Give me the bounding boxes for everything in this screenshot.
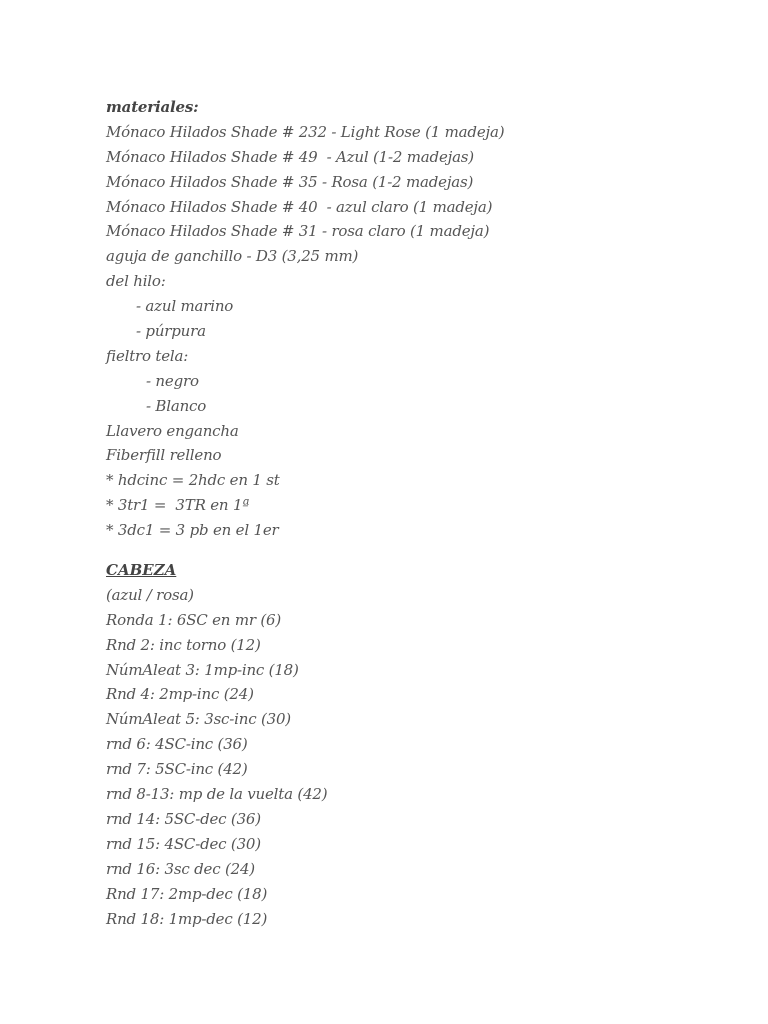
- other-item: Fiberfill relleno: [106, 446, 222, 465]
- felt-item: - Blanco: [146, 396, 207, 415]
- section-spacer: [106, 543, 746, 558]
- round-instruction: NúmAleat 3: 1mp-inc (18): [106, 660, 299, 679]
- note-item: * 3dc1 = 3 pb en el 1er: [106, 521, 279, 540]
- round-instruction: rnd 8-13: mp de la vuelta (42): [106, 785, 328, 804]
- section-title-head: CABEZA: [106, 561, 177, 580]
- felt-item: - negro: [146, 371, 199, 390]
- round-instruction: NúmAleat 5: 3sc-inc (30): [106, 710, 291, 729]
- section-colors: (azul / rosa): [106, 585, 194, 604]
- note-item: * 3tr1 = 3TR en 1ª: [106, 496, 250, 515]
- round-instruction: Rnd 18: 1mp-dec (12): [106, 909, 268, 928]
- round-instruction: rnd 6: 4SC-inc (36): [106, 735, 248, 754]
- round-instruction: rnd 7: 5SC-inc (42): [106, 760, 248, 779]
- material-item: Mónaco Hilados Shade # 40 - azul claro (1 madeja): [106, 197, 493, 216]
- felt-label: fieltro tela:: [106, 346, 189, 365]
- round-instruction: Ronda 1: 6SC en mr (6): [106, 610, 282, 629]
- round-instruction: rnd 15: 4SC-dec (30): [106, 834, 261, 853]
- round-instruction: rnd 14: 5SC-dec (36): [106, 809, 261, 828]
- round-instruction: Rnd 2: inc torno (12): [106, 635, 261, 654]
- document-page: [106, 95, 746, 931]
- round-instruction: Rnd 4: 2mp-inc (24): [106, 685, 254, 704]
- note-item: * hdcinc = 2hdc en 1 st: [106, 471, 280, 490]
- material-item: Mónaco Hilados Shade # 49 - Azul (1-2 madejas): [106, 147, 474, 166]
- material-item: Mónaco Hilados Shade # 232 - Light Rose (1 madeja): [106, 122, 505, 141]
- material-item: aguja de ganchillo - D3 (3,25 mm): [106, 247, 359, 266]
- thread-item: - azul marino: [136, 297, 234, 316]
- material-item: Mónaco Hilados Shade # 35 - Rosa (1-2 madejas): [106, 172, 474, 191]
- thread-item: - púrpura: [136, 322, 206, 341]
- round-instruction: Rnd 17: 2mp-dec (18): [106, 884, 268, 903]
- thread-label: del hilo:: [106, 272, 166, 291]
- round-instruction: rnd 16: 3sc dec (24): [106, 859, 255, 878]
- other-item: Llavero engancha: [106, 421, 239, 440]
- materials-heading: materiales:: [106, 98, 199, 116]
- material-item: Mónaco Hilados Shade # 31 - rosa claro (1 madeja): [106, 222, 490, 241]
